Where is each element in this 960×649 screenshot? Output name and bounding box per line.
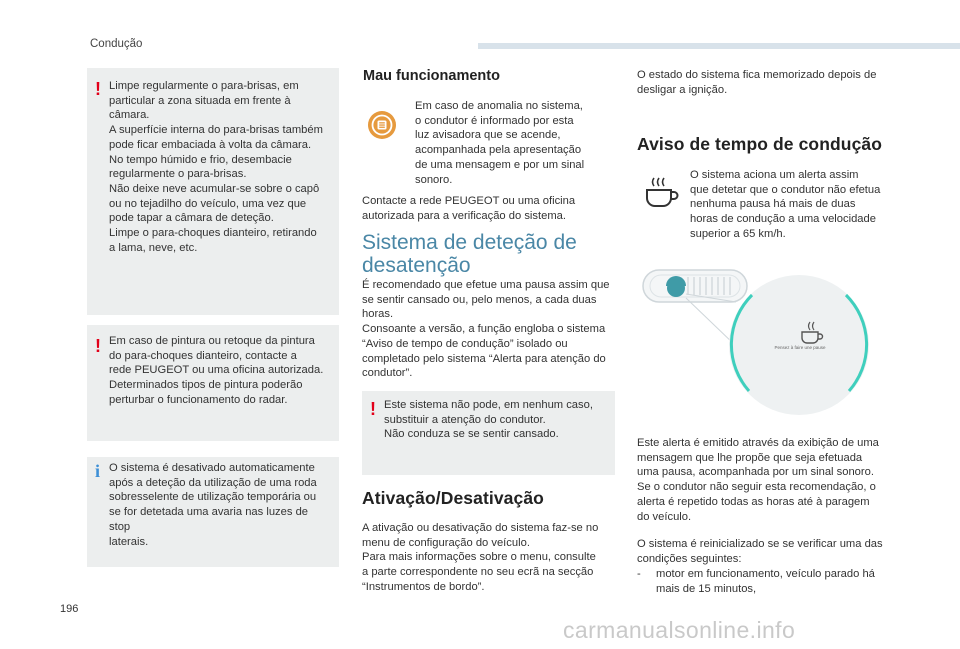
ativacao-text: [362, 521, 618, 595]
note-not-substitute: [362, 391, 615, 475]
text-line: Em caso de anomalia no sistema,: [415, 100, 583, 112]
text-line: autorizada para a verificação do sistema.: [362, 209, 566, 222]
note-line: Não conduza se se sentir cansado.: [384, 428, 559, 441]
heading-line: Sistema de deteção de: [362, 231, 577, 254]
alerta-description: [637, 436, 897, 524]
text-line: condições seguintes:: [637, 552, 742, 565]
text-line: se sentir cansado ou, pelo menos, a cada duas: [362, 293, 597, 306]
text-line: mais de 15 minutos,: [656, 582, 757, 595]
text-line: o condutor é informado por esta: [415, 114, 574, 127]
section-header: Condução: [90, 38, 143, 50]
heading-line: desatenção: [362, 254, 471, 277]
bullet-dash: -: [637, 568, 641, 580]
text-line: desligar a ignição.: [637, 83, 728, 96]
note-line: se for detetada uma avaria nas luzes de stop: [109, 506, 309, 533]
note-line: ou no tejadilho do veículo, uma vez que: [109, 197, 307, 210]
text-line: É recomendado que efetue uma pausa assim que: [362, 279, 610, 291]
note-line: sobresselente de utilização temporária ou: [109, 491, 317, 504]
text-line: horas.: [362, 308, 394, 321]
note-bumper-paint: [87, 325, 339, 441]
driver-attention-warning-icon: [365, 108, 399, 142]
reinicia-description: [637, 537, 897, 566]
mau-funcionamento-text: [415, 99, 605, 187]
note-line: particular a zona situada em frente à: [109, 94, 291, 107]
note-line: laterais.: [109, 535, 149, 548]
text-line: sonoro.: [415, 173, 453, 186]
note-line: rede PEUGEOT ou uma oficina autorizada.: [109, 364, 324, 377]
text-line: motor em funcionamento, veículo parado há: [656, 568, 875, 580]
note-line: substituir a atenção do condutor.: [384, 413, 546, 426]
text-line: luz avisadora que se acende,: [415, 129, 561, 142]
text-line: A ativação ou desativação do sistema faz-se no: [362, 522, 599, 534]
note-line: do para-choques dianteiro, contacte a: [109, 349, 297, 362]
note-line: Limpe regularmente o para-brisas, em: [109, 80, 299, 92]
heading-sistema-detecao: [362, 231, 612, 277]
text-line: nenhuma pausa há mais de duas: [690, 198, 856, 211]
text-line: do veículo.: [637, 510, 692, 523]
note-line: a lama, neve, etc.: [109, 241, 198, 254]
note-spare-wheel: [87, 457, 339, 567]
note-line: perturbar o funcionamento do radar.: [109, 393, 288, 406]
bullet-item: [637, 567, 897, 596]
contact-network-text: [362, 194, 612, 223]
note-line: No tempo húmido e frio, desembacie: [109, 153, 292, 166]
text-line: uma pausa, acompanhada por um sinal sonoro.: [637, 466, 874, 479]
instrument-cluster-illustration: [640, 262, 890, 432]
text-line: horas de condução a uma velocidade: [690, 213, 876, 226]
warning-exclamation-icon: !: [95, 336, 101, 356]
warning-exclamation-icon: !: [370, 399, 376, 419]
text-line: “Aviso de tempo de condução” isolado ou: [362, 337, 568, 350]
note-line: pode tapar a câmara de deteção.: [109, 212, 274, 225]
heading-aviso-tempo: Aviso de tempo de condução: [637, 134, 883, 154]
note-line: após a deteção da utilização de uma roda: [109, 476, 317, 489]
note-line: Determinados tipos de pintura poderão: [109, 379, 303, 392]
note-line: A superfície interna do para-brisas também: [109, 124, 323, 137]
text-line: O estado do sistema fica memorizado depois de: [637, 69, 877, 81]
heading-mau-funcionamento: Mau funcionamento: [363, 68, 500, 84]
note-camera-cleaning: [87, 68, 339, 315]
text-line: O sistema aciona um alerta assim: [690, 169, 859, 181]
aviso-description: [690, 168, 890, 242]
note-line: câmara.: [109, 109, 150, 122]
text-line: O sistema é reinicializado se se verificar uma das: [637, 538, 883, 550]
info-icon: i: [95, 461, 101, 481]
note-line: Limpe o para-choques dianteiro, retirando: [109, 227, 317, 240]
text-line: a parte correspondente no seu ecrã na secção: [362, 566, 594, 579]
heading-ativacao: Ativação/Desativação: [362, 488, 544, 508]
text-line: que detetar que o condutor não efetua: [690, 183, 881, 196]
text-line: Consoante a versão, a função engloba o sistema: [362, 323, 606, 336]
cluster-display-message: Pensez à faire une pause: [774, 345, 826, 350]
note-line: Não deixe neve acumular-se sobre o capô: [109, 182, 320, 195]
text-line: “Instrumentos de bordo”.: [362, 580, 485, 593]
state-memorized-text: [637, 68, 897, 97]
text-line: completado pelo sistema “Alerta para atenção do: [362, 352, 606, 365]
text-line: alerta é repetido todas as horas até à paragem: [637, 495, 870, 508]
text-line: Contacte a rede PEUGEOT ou uma oficina: [362, 195, 576, 207]
note-line: pode ficar embaciada à volta da câmara.: [109, 138, 312, 151]
note-line: O sistema é desativado automaticamente: [109, 462, 315, 474]
text-line: Para mais informações sobre o menu, consulte: [362, 551, 596, 564]
coffee-cup-icon: [640, 174, 680, 214]
text-line: mensagem que lhe propõe que seja efetuada: [637, 451, 863, 464]
text-line: superior a 65 km/h.: [690, 227, 786, 240]
watermark: carmanualsonline.info: [563, 617, 796, 643]
note-line: Em caso de pintura ou retoque da pintura: [109, 335, 315, 347]
sistema-description: [362, 278, 618, 381]
text-line: de uma mensagem e por um sinal: [415, 158, 585, 171]
warning-exclamation-icon: !: [95, 79, 101, 99]
text-line: Este alerta é emitido através da exibição de uma: [637, 437, 879, 449]
page-number: 196: [60, 603, 79, 615]
text-line: Se o condutor não seguir esta recomendação, o: [637, 481, 876, 494]
text-line: acompanhada pela apresentação: [415, 144, 582, 157]
header-bar: [478, 43, 960, 49]
text-line: menu de configuração do veículo.: [362, 536, 530, 549]
note-line: Este sistema não pode, em nenhum caso,: [384, 399, 593, 411]
note-line: regularmente o para-brisas.: [109, 168, 247, 181]
text-line: condutor”.: [362, 367, 413, 380]
